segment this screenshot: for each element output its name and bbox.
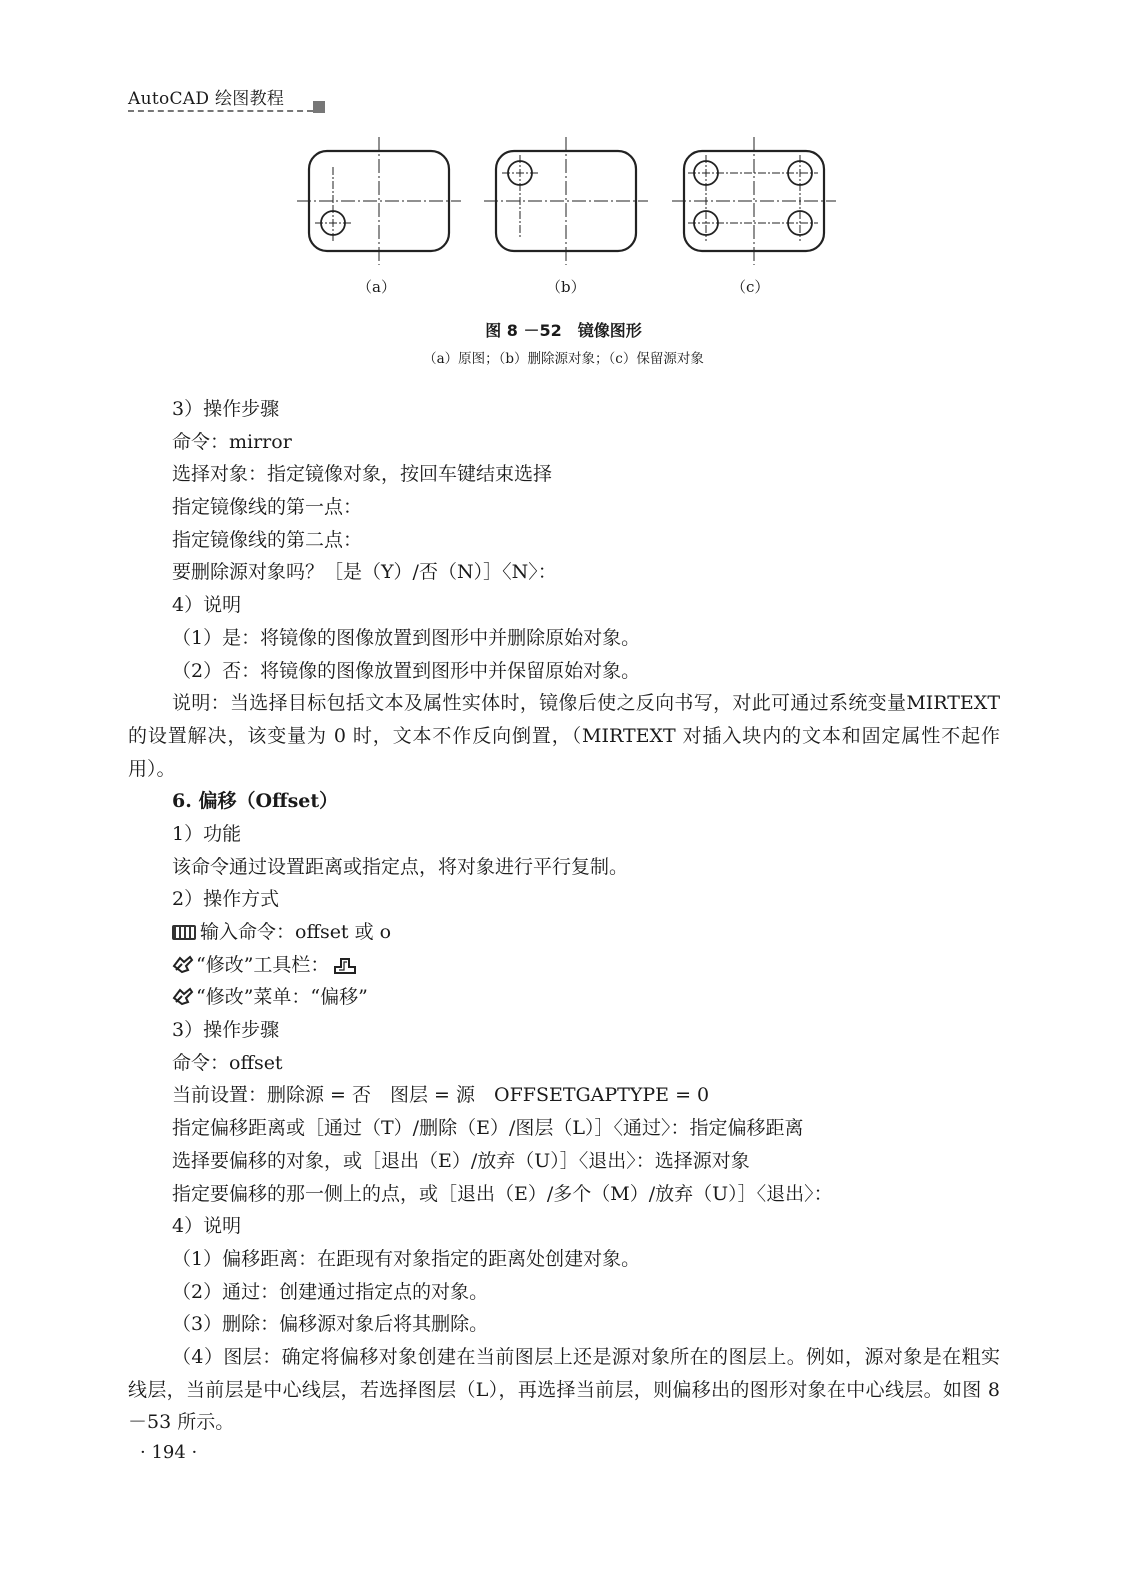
method-menu: “修改”菜单：“偏移” [128, 981, 1000, 1014]
note-item: （2）否：将镜像的图像放置到图形中并保留原始对象。 [172, 659, 641, 682]
figure-c-label: （c） [731, 278, 770, 296]
pointer-hand-icon [172, 954, 194, 974]
command-line: 命令：offset [172, 1051, 283, 1074]
figure-a-drawing [297, 137, 461, 265]
header-marker [313, 101, 325, 113]
step-heading: 1）功能 [172, 822, 242, 845]
figure-subcaption: （a）原图；（b）删除源对象；（c）保留源对象 [423, 351, 704, 367]
prompt-line: 当前设置：删除源 = 否 图层 = 源 OFFSETGAPTYPE = 0 [172, 1084, 710, 1107]
prompt-line: 指定要偏移的那一侧上的点，或［退出（E）/多个（M）/放弃（U）］〈退出〉： [172, 1182, 833, 1205]
step-heading: 3）操作步骤 [172, 1019, 280, 1042]
note-item: （2）通过：创建通过指定点的对象。 [172, 1280, 489, 1303]
prompt-line: 指定偏移距离或［通过（T）/删除（E）/图层（L）］〈通过〉：指定偏移距离 [172, 1117, 804, 1140]
mirror-figure [297, 137, 837, 297]
prompt-line: 指定镜像线的第一点： [172, 496, 363, 519]
note-item: （1）是：将镜像的图像放置到图形中并删除原始对象。 [172, 626, 641, 649]
figure-caption: 图 8 －52 镜像图形 [485, 321, 642, 340]
prompt-line: 要删除源对象吗？［是（Y）/否（N）］〈N〉： [172, 561, 557, 584]
note-item: （3）删除：偏移源对象后将其删除。 [172, 1313, 489, 1336]
figure-b-drawing [484, 137, 648, 265]
step-heading: 4）说明 [172, 594, 242, 617]
offset-tool-icon [333, 955, 357, 975]
pointer-hand-icon [172, 986, 194, 1006]
header-divider [128, 110, 313, 112]
section-heading: 6. 偏移（Offset） [172, 790, 339, 813]
step-heading: 4）说明 [172, 1215, 242, 1238]
figure-c-drawing [672, 137, 836, 265]
running-header: AutoCAD 绘图教程 [128, 89, 285, 109]
page-number: · 194 · [140, 1442, 198, 1463]
command-line: 命令：mirror [172, 430, 292, 453]
prompt-line: 选择要偏移的对象，或［退出（E）/放弃（U）］〈退出〉：选择源对象 [172, 1149, 750, 1172]
description-line: 该命令通过设置距离或指定点，将对象进行平行复制。 [172, 855, 629, 878]
method-keyboard: 输入命令：offset 或 o [128, 916, 1000, 949]
step-heading: 2）操作方式 [172, 888, 280, 911]
figure-a-label: （a） [357, 278, 396, 296]
prompt-line: 选择对象：指定镜像对象，按回车键结束选择 [172, 463, 553, 486]
step-heading: 3）操作步骤 [172, 398, 280, 420]
body-text [128, 393, 1000, 1439]
keyboard-icon [172, 925, 196, 940]
method-toolbar: “修改”工具栏： [128, 949, 1000, 982]
explanation-paragraph: 说明：当选择目标包括文本及属性实体时，镜像后使之反向书写，对此可通过系统变量MIRTEXT 的设置解决，该变量为 0 时，文本不作反向倒置，（MIRTEXT 对插入块内的文本和固定属性不起作用）。 [128, 692, 1000, 780]
explanation-paragraph: （4）图层：确定将偏移对象创建在当前图层上还是源对象所在的图层上。例如，源对象是在粗实线层，当前层是中心线层，若选择图层（L），再选择当前层，则偏移出的图形对象在中心线层。如图 8 －53 所示。 [128, 1345, 1000, 1434]
figure-b-label: （b） [546, 278, 586, 296]
prompt-line: 指定镜像线的第二点： [172, 528, 363, 551]
note-item: （1）偏移距离：在距现有对象指定的距离处创建对象。 [172, 1247, 641, 1270]
